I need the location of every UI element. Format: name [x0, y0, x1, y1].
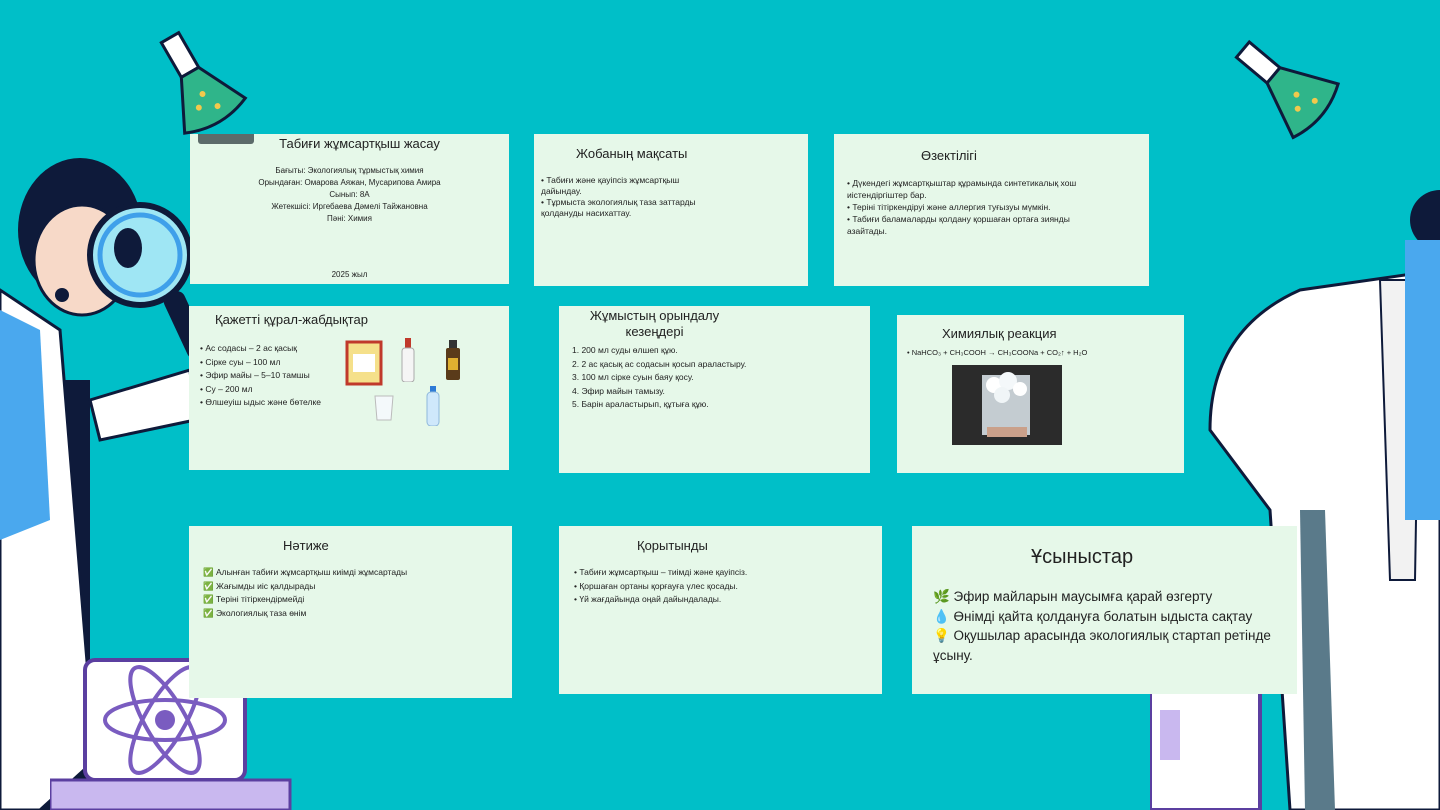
- slide-goal[interactable]: [534, 134, 808, 286]
- result-item: ✅ Экологиялық таза өнім: [203, 607, 307, 618]
- tool-item: • Өлшеуіш ыдыс және бөтелке: [200, 397, 322, 407]
- slide-heading: Жобаның мақсаты: [576, 146, 688, 161]
- soda-box-image: [345, 340, 383, 386]
- slide-heading: Табиғи жұмсартқыш жасау: [279, 136, 440, 151]
- essential-oil-bottle-image: [445, 340, 461, 380]
- measuring-cup-image: [373, 394, 395, 422]
- scientist-right-illustration: [1150, 180, 1440, 810]
- stage-step: 2. 2 ас қасық ас содасын қосып араластыру.: [572, 358, 747, 369]
- relevance-bullet: • Табиғи баламаларды қолдану қоршаған ортаға зиянды азайтады.: [847, 214, 1070, 236]
- tool-item: • Су – 200 мл: [200, 383, 253, 394]
- slide-heading: Жұмыстың орындалу кезеңдері: [589, 308, 720, 339]
- relevance-bullet: • Теріні тітіркендіруі және аллергия туғызуы мүмкін.: [847, 202, 1051, 212]
- project-supervisor: Жетекшісі: Иргебаева Дәмелі Тайжановна: [271, 202, 428, 211]
- slide-tools[interactable]: [189, 306, 509, 470]
- stage-step: 5. Барін араластырып, құтыға құю.: [572, 399, 709, 409]
- project-subject: Пәні: Химия: [327, 214, 372, 223]
- slide-number-tag: [198, 134, 254, 144]
- result-item: ✅ Теріні тітіркендірмейді: [203, 594, 305, 604]
- stage-step: 1. 200 мл суды өлшеп құю.: [572, 345, 678, 355]
- suggestion-item: 🌿 Эфир майларын маусымға қарай өзгерту: [933, 589, 1213, 604]
- conclusion-item: • Табиғи жұмсартқыш – тиімді және қауіпсіз.: [574, 567, 748, 577]
- result-item: ✅ Алынған табиғи жұмсартқыш киімді жұмсартады: [203, 567, 408, 577]
- goal-bullet: • Табиғи және қауіпсіз жұмсартқыш дайындау.: [541, 175, 680, 196]
- slide-heading: Нәтиже: [283, 538, 329, 553]
- slide-reaction[interactable]: [897, 315, 1184, 473]
- tool-item: • Эфир майы – 5–10 тамшы: [200, 370, 310, 380]
- reaction-equation: • NaHCO₃ + CH₃COOH → CH₃COONa + CO₂↑ + H₂O: [907, 348, 1088, 357]
- result-item: ✅ Жағымды иіс қалдырады: [203, 580, 316, 591]
- project-direction: Бағыты: Экологиялық тұрмыстық химия: [275, 166, 424, 175]
- project-year: 2025 жыл: [331, 270, 368, 279]
- slide-heading: Қажетті құрал-жабдықтар: [215, 312, 368, 327]
- conclusion-item: • Үй жағдайында оңай дайындалады.: [574, 594, 722, 604]
- slide-heading: Өзектілігі: [921, 148, 977, 163]
- stage-step: 4. Эфир майын тамызу.: [572, 385, 665, 396]
- project-class: Сынып: 8А: [329, 190, 370, 199]
- project-authors: Орындаған: Омарова Аяжан, Мусарипова Амира: [258, 178, 441, 187]
- relevance-bullet: • Дүкендегі жұмсартқыштар құрамында синтетикалық хош иістендіргіштер бар.: [847, 178, 1077, 200]
- stage-step: 3. 100 мл сірке суын баяу қосу.: [572, 372, 694, 382]
- slide-stages[interactable]: [559, 306, 870, 473]
- lab-figure-right-edge: [1405, 180, 1440, 520]
- slide-heading: Ұсыныстар: [1031, 546, 1134, 568]
- suggestion-item: 💡 Оқушылар арасында экологиялық стартап ретінде ұсыну.: [933, 628, 1271, 663]
- suggestion-item: 💧 Өнімді қайта қолдануға болатын ыдыста сақтау: [933, 608, 1253, 624]
- conclusion-item: • Қоршаған ортаны қорғауға үлес қосады.: [574, 580, 738, 591]
- tool-item: • Ас содасы – 2 ас қасық: [200, 343, 297, 353]
- slide-result[interactable]: [189, 526, 512, 698]
- vinegar-bottle-image: [401, 338, 415, 382]
- slide-relevance[interactable]: [834, 134, 1149, 286]
- flask-left-icon: [140, 26, 250, 136]
- slide-title[interactable]: [190, 134, 509, 284]
- water-bottle-image: [426, 386, 440, 426]
- flask-right-icon: [1220, 30, 1350, 140]
- goal-bullet: • Тұрмыста экологиялық таза заттарды қолдануды насихаттау.: [541, 197, 696, 218]
- foaming-glass-image: [952, 365, 1062, 445]
- tool-item: • Сірке суы – 100 мл: [200, 356, 281, 367]
- slide-heading: Қорытынды: [637, 538, 708, 553]
- slide-heading: Химиялық реакция: [942, 326, 1057, 341]
- slide-suggestions[interactable]: [912, 526, 1297, 694]
- slide-conclusion[interactable]: [559, 526, 882, 694]
